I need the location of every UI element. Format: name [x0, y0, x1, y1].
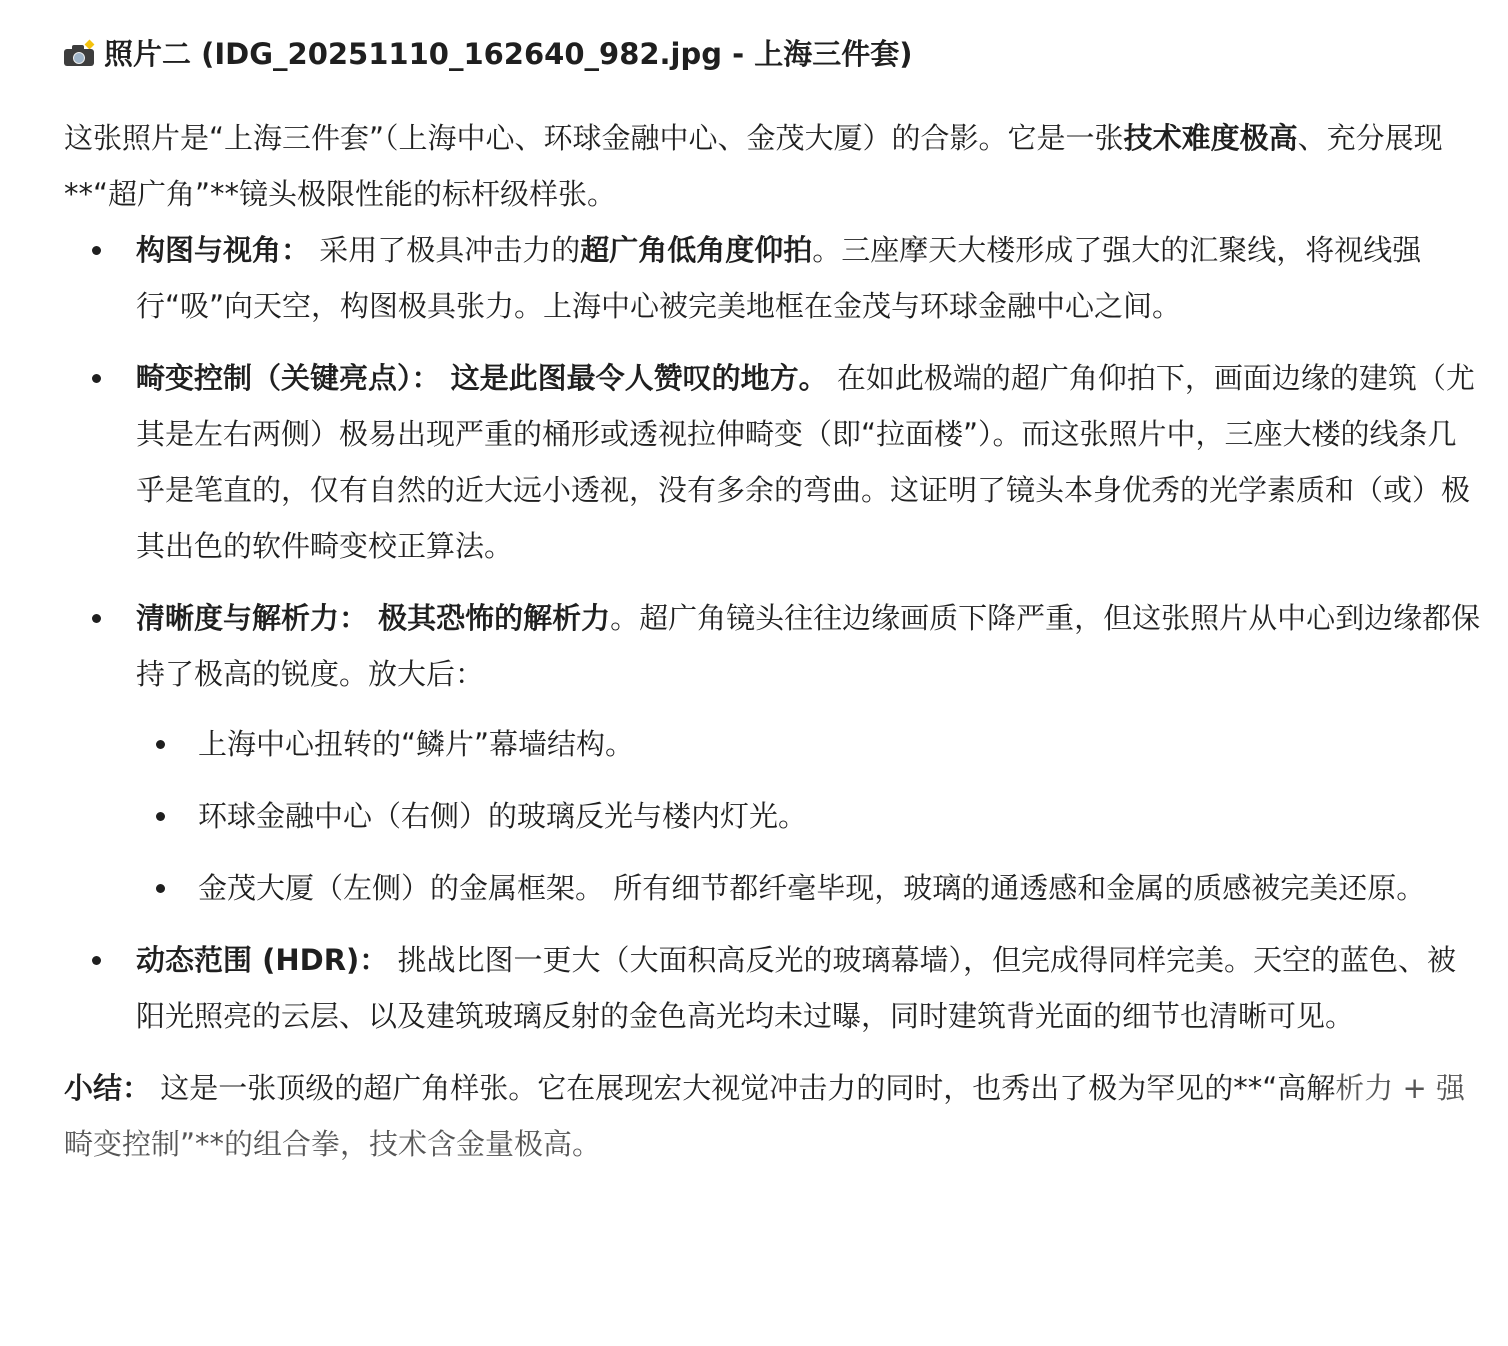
item-title: 清晰度与解析力：	[136, 601, 369, 635]
item-text: 采用了极具冲击力的	[310, 233, 581, 267]
item-title: 动态范围 (HDR)：	[136, 943, 389, 977]
list-item-hdr	[64, 932, 1484, 1044]
item-title: 畸变控制（关键亮点）：	[136, 361, 441, 395]
response-document	[64, 28, 1484, 1172]
summary-text: 这是一张顶级的超广角样张。它在展现宏大视觉冲击力的同时，也秀出了极为罕见的**“高解	[151, 1071, 1336, 1105]
intro-paragraph	[64, 110, 1484, 222]
item-text: 在如此极端的超广角仰拍下，画面边缘的建筑（尤其是左右两侧）极易出现严重的桶形或透视拉伸畸变（即“拉面楼”）。而这张照片中，三座大楼的线条几乎是笔直的，仅有自然的近大远小透视，没有多余的弯曲。这证明了镜头本身优秀的光学素质和（或）极其出色的软件畸变校正算法。	[136, 361, 1475, 563]
list-item-distortion	[64, 350, 1484, 574]
camera-flash-icon	[64, 44, 94, 66]
detail-sublist	[136, 716, 1484, 916]
sublist-item: 金茂大厦（左侧）的金属框架。 所有细节都纤毫毕现，玻璃的通透感和金属的质感被完美还原。	[136, 860, 1484, 916]
intro-text-end: 、充分展现**“超广角”**镜头极限性能的标杆级样张。	[64, 121, 1443, 211]
section-heading	[64, 28, 1484, 80]
list-item-sharpness	[64, 590, 1484, 916]
summary-paragraph	[64, 1060, 1484, 1172]
analysis-list	[64, 222, 1484, 1044]
sublist-item: 上海中心扭转的“鳞片”幕墙结构。	[136, 716, 1484, 772]
item-text: 。超广角镜头往往边缘画质下降严重，但这张照片从中心到边缘都保持了极高的锐度。放大后：	[136, 601, 1481, 691]
summary-text-faded: 析力 + 强畸变控制”**的组合拳，技术含金量极高。	[64, 1071, 1466, 1161]
item-title: 构图与视角：	[136, 233, 311, 267]
item-text: 挑战比图一更大（大面积高反光的玻璃幕墙），但完成得同样完美。天空的蓝色、被阳光照亮的云层、以及建筑玻璃反射的金色高光均未过曝，同时建筑背光面的细节也清晰可见。	[136, 943, 1457, 1033]
summary-label: 小结：	[64, 1071, 152, 1105]
intro-bold: 技术难度极高	[1123, 121, 1298, 155]
sublist-item: 环球金融中心（右侧）的玻璃反光与楼内灯光。	[136, 788, 1484, 844]
heading-text: 照片二 (IDG_20251110_162640_982.jpg - 上海三件套)	[104, 37, 913, 71]
item-bold: 这是此图最令人赞叹的地方。	[440, 361, 828, 395]
item-bold: 极其恐怖的解析力	[368, 601, 611, 635]
list-item-composition	[64, 222, 1484, 334]
item-text: 。三座摩天大楼形成了强大的汇聚线，将视线强行“吸”向天空，构图极具张力。上海中心被完美地框在金茂与环球金融中心之间。	[136, 233, 1422, 323]
intro-text: 这张照片是“上海三件套”（上海中心、环球金融中心、金茂大厦）的合影。它是一张	[64, 121, 1124, 155]
item-bold: 超广角低角度仰拍	[580, 233, 813, 267]
